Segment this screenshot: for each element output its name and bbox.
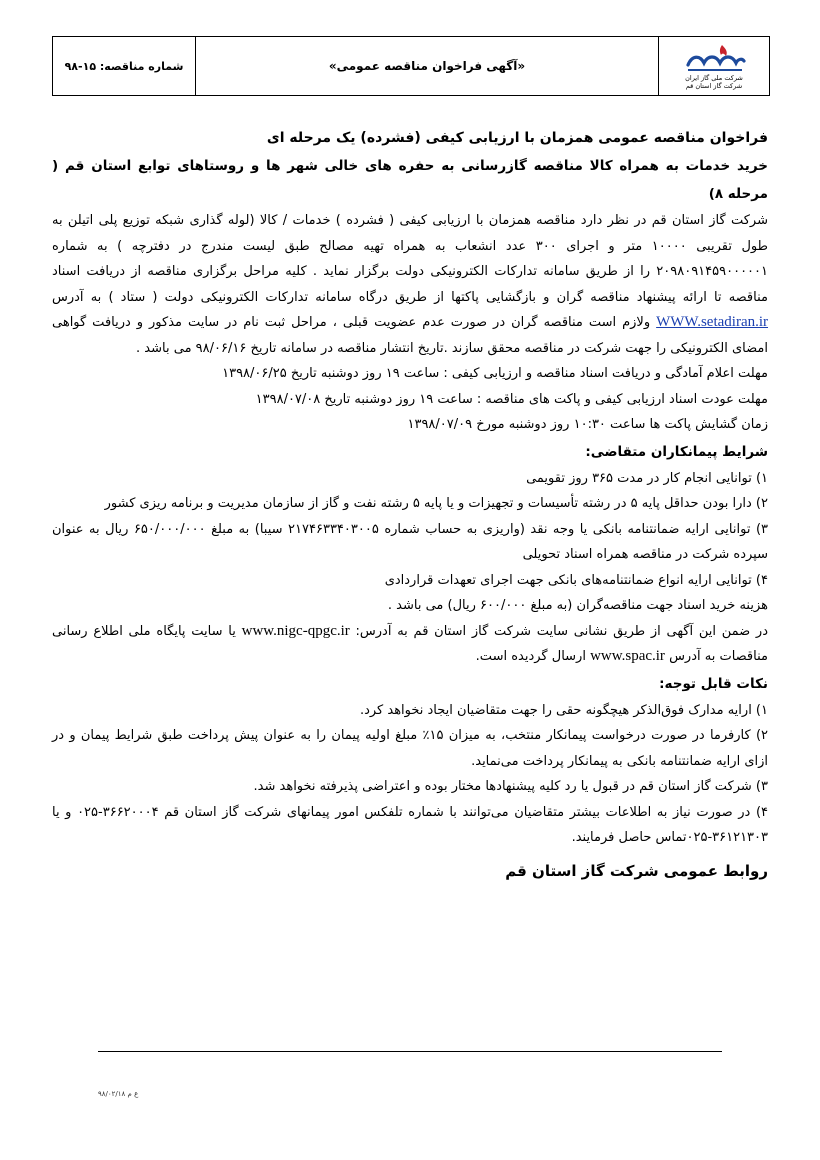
note-item: ۳) شرکت گاز استان قم در قبول یا رد کلیه پیشنهادها مختار بوده و اعتراضی پذیرفته نخواهد شد.: [253, 779, 768, 794]
condition-item: هزینه خرید اسناد جهت مناقصه‌گران (به مبلغ ۶۰۰/۰۰۰ ریال) می باشد .: [387, 598, 768, 613]
subheading: خرید خدمات به همراه کالا مناقصه گازرسانی به حفره های خالی شهر ها و روستاهای توابع استان قم ( مرحله ۸): [52, 158, 768, 202]
condition-item: ۱) توانایی انجام کار در مدت ۳۶۵ روز تقویمی: [526, 470, 768, 486]
deadline-line: مهلت عودت اسناد ارزیابی کیفی و پاکت های مناقصه : ساعت ۱۹ روز دوشنبه تاریخ ۱۳۹۸/۰۷/۰۸: [255, 391, 768, 407]
notice-title: «آگهی فراخوان مناقصه عمومی»: [328, 59, 526, 73]
note-item: ۲) کارفرما در صورت درخواست پیمانکار منتخب، به میزان ۱۵٪ مبلغ اولیه پیمان را به عنوان پیش پرداخت طبق شرایط پیمان و در ازای ارایه ضمانتنامه بانکی به پیمانکار پرداخت می‌نماید.: [52, 728, 768, 769]
tender-number: شماره مناقصه: ۱۵-۹۸: [53, 37, 196, 95]
intro-paragraph: [52, 208, 768, 361]
footer-code: ع م ۹۸/۰۲/۱۸: [98, 1090, 139, 1098]
intro-text-2: ولازم است مناقصه گران در صورت عدم عضویت قبلی ، مراحل ثبت نام در سایت مذکور و دریافت گواهی امضای الکترونیکی را جهت شرکت در مناقصه محقق سازند .تاریخ انتشار مناقصه در سامانه تاریخ ۹۸/۰۶/۱۶ می باشد .: [52, 315, 768, 356]
signature: روابط عمومی شرکت گاز استان قم: [505, 861, 768, 880]
condition-item: ۴) توانایی ارایه انواع ضمانتنامه‌های بانکی جهت اجرای تعهدات قراردادی: [384, 572, 768, 588]
document-header: [52, 36, 770, 96]
page-title: فراخوان مناقصه عمومی همزمان با ارزیابی کیفی (فشرده) یک مرحله ای: [266, 130, 768, 146]
company-logo: [658, 37, 769, 95]
spac-link[interactable]: www.spac.ir: [590, 648, 665, 664]
notes-title: نکات قابل توجه:: [659, 675, 768, 692]
notice-text-3: ارسال گردیده است.: [475, 649, 586, 664]
notice-text-2: یا سایت پایگاه ملی اطلاع رسانی مناقصات به آدرس: [52, 623, 768, 664]
note-item: ۱) ارایه مدارک فوق‌الذکر هیچگونه حقی را جهت متقاضیان ایجاد نخواهد کرد.: [359, 702, 768, 718]
footer-divider: [98, 1051, 722, 1052]
setad-link[interactable]: WWW.setadiran.ir: [656, 314, 769, 330]
notice-text-1: در ضمن این آگهی از طریق نشانی سایت شرکت گاز استان قم به آدرس:: [355, 623, 768, 639]
nigc-link[interactable]: www.nigc-qpgc.ir: [241, 622, 350, 639]
intro-text-1: شرکت گاز استان قم در نظر دارد مناقصه همزمان با ارزیابی کیفی ( فشرده ) خدمات / کالا (لوله گذاری شبکه توزیع پلی اتیلن به طول تقریبی ۱۰۰۰۰ متر و اجرای ۳۰۰ عدد انشعاب به همراه تهیه مصالح طبق لیست مندرج در دفترچه ) به شماره ۲۰۹۸۰۹۱۴۵۹۰۰۰۰۰۱ را از طریق سامانه تدارکات الکترونیکی دولت برگزار نماید . کلیه مراحل برگزاری مناقصه از دریافت اسناد مناقصه تا ارائه پیشنهاد مناقصه گران و بازگشایی پاکتها از طریق درگاه سامانه تدارکات الکترونیکی دولت ( ستاد ) به آدرس: [52, 213, 768, 305]
deadline-line: زمان گشایش پاکت ها ساعت ۱۰:۳۰ روز دوشنبه مورخ ۱۳۹۸/۰۷/۰۹: [407, 417, 768, 432]
conditions-title: شرایط پیمانکاران متقاضی:: [585, 443, 768, 460]
condition-item: ۲) دارا بودن حداقل پایه ۵ در رشته تأسیسات و تجهیزات و یا پایه ۵ رشته نفت و گاز از سازمان مدیریت و برنامه ریزی کشور: [104, 496, 768, 511]
note-item: ۴) در صورت نیاز به اطلاعات بیشتر متقاضیان می‌توانند با شماره تلفکس امور پیمانهای شرکت گاز استان قم ۳۶۶۲۰۰۰۴-۰۲۵ و یا ۳۶۱۲۱۳۰۳-۰۲۵تماس حاصل فرمایند.: [52, 804, 769, 845]
logo-caption: شرکت ملی گاز ایران شرکت گاز استان قم: [685, 73, 743, 90]
gas-flame-logo-icon: [682, 43, 746, 73]
publication-notice: [52, 619, 768, 670]
condition-item: ۳) توانایی ارایه ضمانتنامه بانکی یا وجه نقد (واریزی به حساب شماره ۲۱۷۴۶۳۳۴۰۳۰۰۵ سیبا) به مبلغ ۶۵۰/۰۰۰/۰۰۰ ریال به عنوان سپرده شرکت در مناقصه همراه اسناد تحویلی: [52, 521, 769, 562]
deadline-line: مهلت اعلام آمادگی و دریافت اسناد مناقصه و ارزیابی کیفی : ساعت ۱۹ روز دوشنبه تاریخ ۱۳۹۸/۰۶/۲۵: [222, 366, 768, 381]
notice-body: [52, 124, 768, 884]
